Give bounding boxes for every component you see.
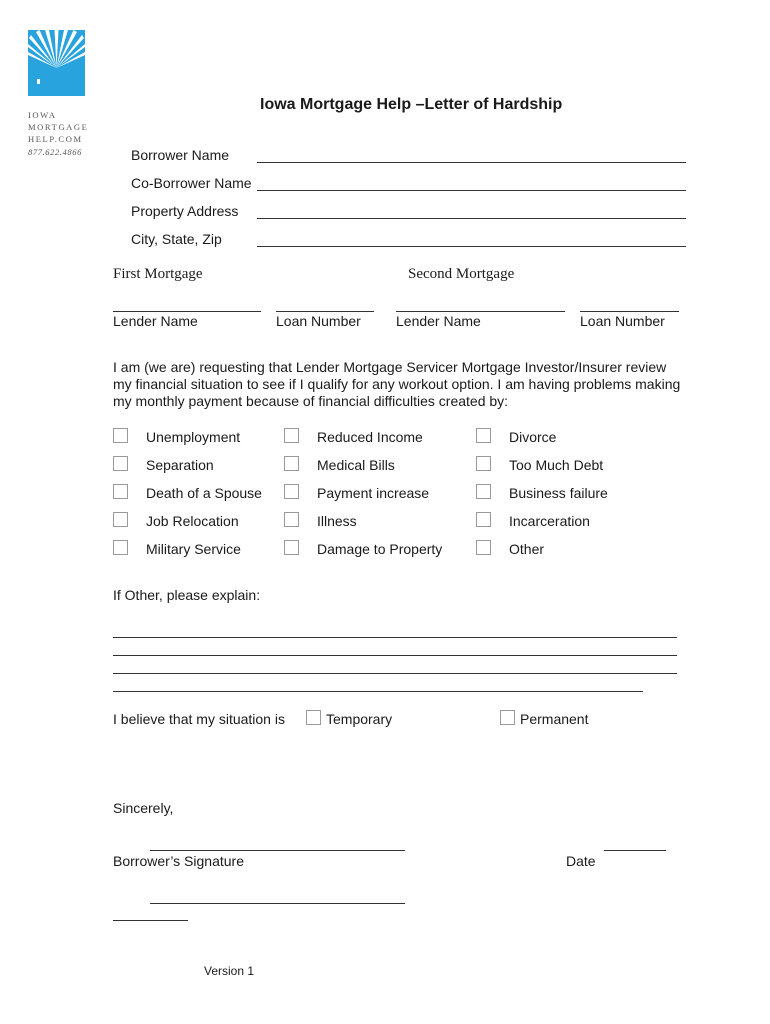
- damage-to-property-label: Damage to Property: [317, 541, 443, 557]
- illness-checkbox[interactable]: [284, 512, 299, 527]
- version-footer: Version 1: [204, 964, 255, 978]
- other-label: Other: [509, 541, 545, 557]
- military-service-checkbox[interactable]: [113, 540, 128, 555]
- temporary-checkbox[interactable]: [306, 710, 321, 725]
- too-much-debt-checkbox[interactable]: [476, 456, 491, 471]
- property-address-field[interactable]: [257, 218, 686, 219]
- explain-line-3[interactable]: [113, 673, 677, 674]
- job-relocation-label: Job Relocation: [146, 513, 239, 529]
- borrower-signature-field[interactable]: [150, 850, 405, 851]
- explain-line-4[interactable]: [113, 691, 643, 692]
- co-borrower-signature-field[interactable]: [150, 903, 405, 904]
- military-service-label: Military Service: [146, 541, 241, 557]
- closing-text: Sincerely,: [113, 800, 174, 816]
- illness-label: Illness: [317, 513, 357, 529]
- damage-to-property-checkbox[interactable]: [284, 540, 299, 555]
- payment-increase-checkbox[interactable]: [284, 484, 299, 499]
- borrower-signature-label: Borrower’s Signature: [113, 853, 244, 869]
- co-borrower-name-label: Co-Borrower Name: [131, 175, 252, 191]
- request-paragraph: I am (we are) requesting that Lender Mortgage Servicer Mortgage Investor/Insurer review my financial situation to see if I qualify for any workout option. I am having problems making my monthly payment because of financial difficulties created by:: [113, 359, 681, 409]
- page-title: Iowa Mortgage Help –Letter of Hardship: [260, 96, 563, 113]
- property-address-label: Property Address: [131, 203, 239, 219]
- logo-line-2: MORTGAGE: [28, 122, 89, 132]
- medical-bills-label: Medical Bills: [317, 457, 395, 473]
- explain-line-1[interactable]: [113, 637, 677, 638]
- date-label: Date: [566, 853, 596, 869]
- borrower-name-label: Borrower Name: [131, 147, 230, 163]
- business-failure-checkbox[interactable]: [476, 484, 491, 499]
- logo-line-3: HELP.COM: [28, 134, 83, 144]
- reduced-income-label: Reduced Income: [317, 429, 423, 445]
- city-state-zip-label: City, State, Zip: [131, 231, 222, 247]
- second-mortgage-heading: Second Mortgage: [408, 266, 515, 282]
- second-lender-name-label: Lender Name: [396, 313, 481, 329]
- separation-checkbox[interactable]: [113, 456, 128, 471]
- first-mortgage-heading: First Mortgage: [113, 266, 203, 282]
- unemployment-checkbox[interactable]: [113, 428, 128, 443]
- first-loan-number-label: Loan Number: [276, 313, 361, 329]
- too-much-debt-label: Too Much Debt: [509, 457, 604, 473]
- death-of-spouse-checkbox[interactable]: [113, 484, 128, 499]
- explain-line-2[interactable]: [113, 655, 677, 656]
- separation-label: Separation: [146, 457, 214, 473]
- reduced-income-checkbox[interactable]: [284, 428, 299, 443]
- divorce-label: Divorce: [509, 429, 557, 445]
- second-loan-number-field[interactable]: [580, 311, 679, 312]
- second-loan-number-label: Loan Number: [580, 313, 665, 329]
- unemployment-label: Unemployment: [146, 429, 241, 445]
- incarceration-checkbox[interactable]: [476, 512, 491, 527]
- second-lender-name-field[interactable]: [396, 311, 565, 312]
- divorce-checkbox[interactable]: [476, 428, 491, 443]
- borrower-name-field[interactable]: [257, 162, 686, 163]
- logo: [28, 30, 88, 170]
- logo-phone: 877.622.4866: [28, 147, 82, 157]
- death-of-spouse-label: Death of a Spouse: [146, 485, 262, 501]
- co-borrower-name-field[interactable]: [257, 190, 686, 191]
- other-checkbox[interactable]: [476, 540, 491, 555]
- incarceration-label: Incarceration: [509, 513, 590, 529]
- permanent-checkbox[interactable]: [500, 710, 515, 725]
- sunburst-house-logo-icon: [28, 30, 85, 96]
- logo-line-1: IOWA: [28, 110, 57, 120]
- temporary-label: Temporary: [326, 711, 393, 727]
- first-lender-name-label: Lender Name: [113, 313, 198, 329]
- borrower-date-field[interactable]: [604, 850, 666, 851]
- business-failure-label: Business failure: [509, 485, 608, 501]
- first-loan-number-field[interactable]: [276, 311, 374, 312]
- job-relocation-checkbox[interactable]: [113, 512, 128, 527]
- other-explain-label: If Other, please explain:: [113, 587, 261, 603]
- medical-bills-checkbox[interactable]: [284, 456, 299, 471]
- payment-increase-label: Payment increase: [317, 485, 430, 501]
- co-borrower-date-field[interactable]: [113, 920, 188, 921]
- permanent-label: Permanent: [520, 711, 589, 727]
- city-state-zip-field[interactable]: [257, 246, 686, 247]
- situation-label: I believe that my situation is: [113, 711, 285, 727]
- first-lender-name-field[interactable]: [113, 311, 261, 312]
